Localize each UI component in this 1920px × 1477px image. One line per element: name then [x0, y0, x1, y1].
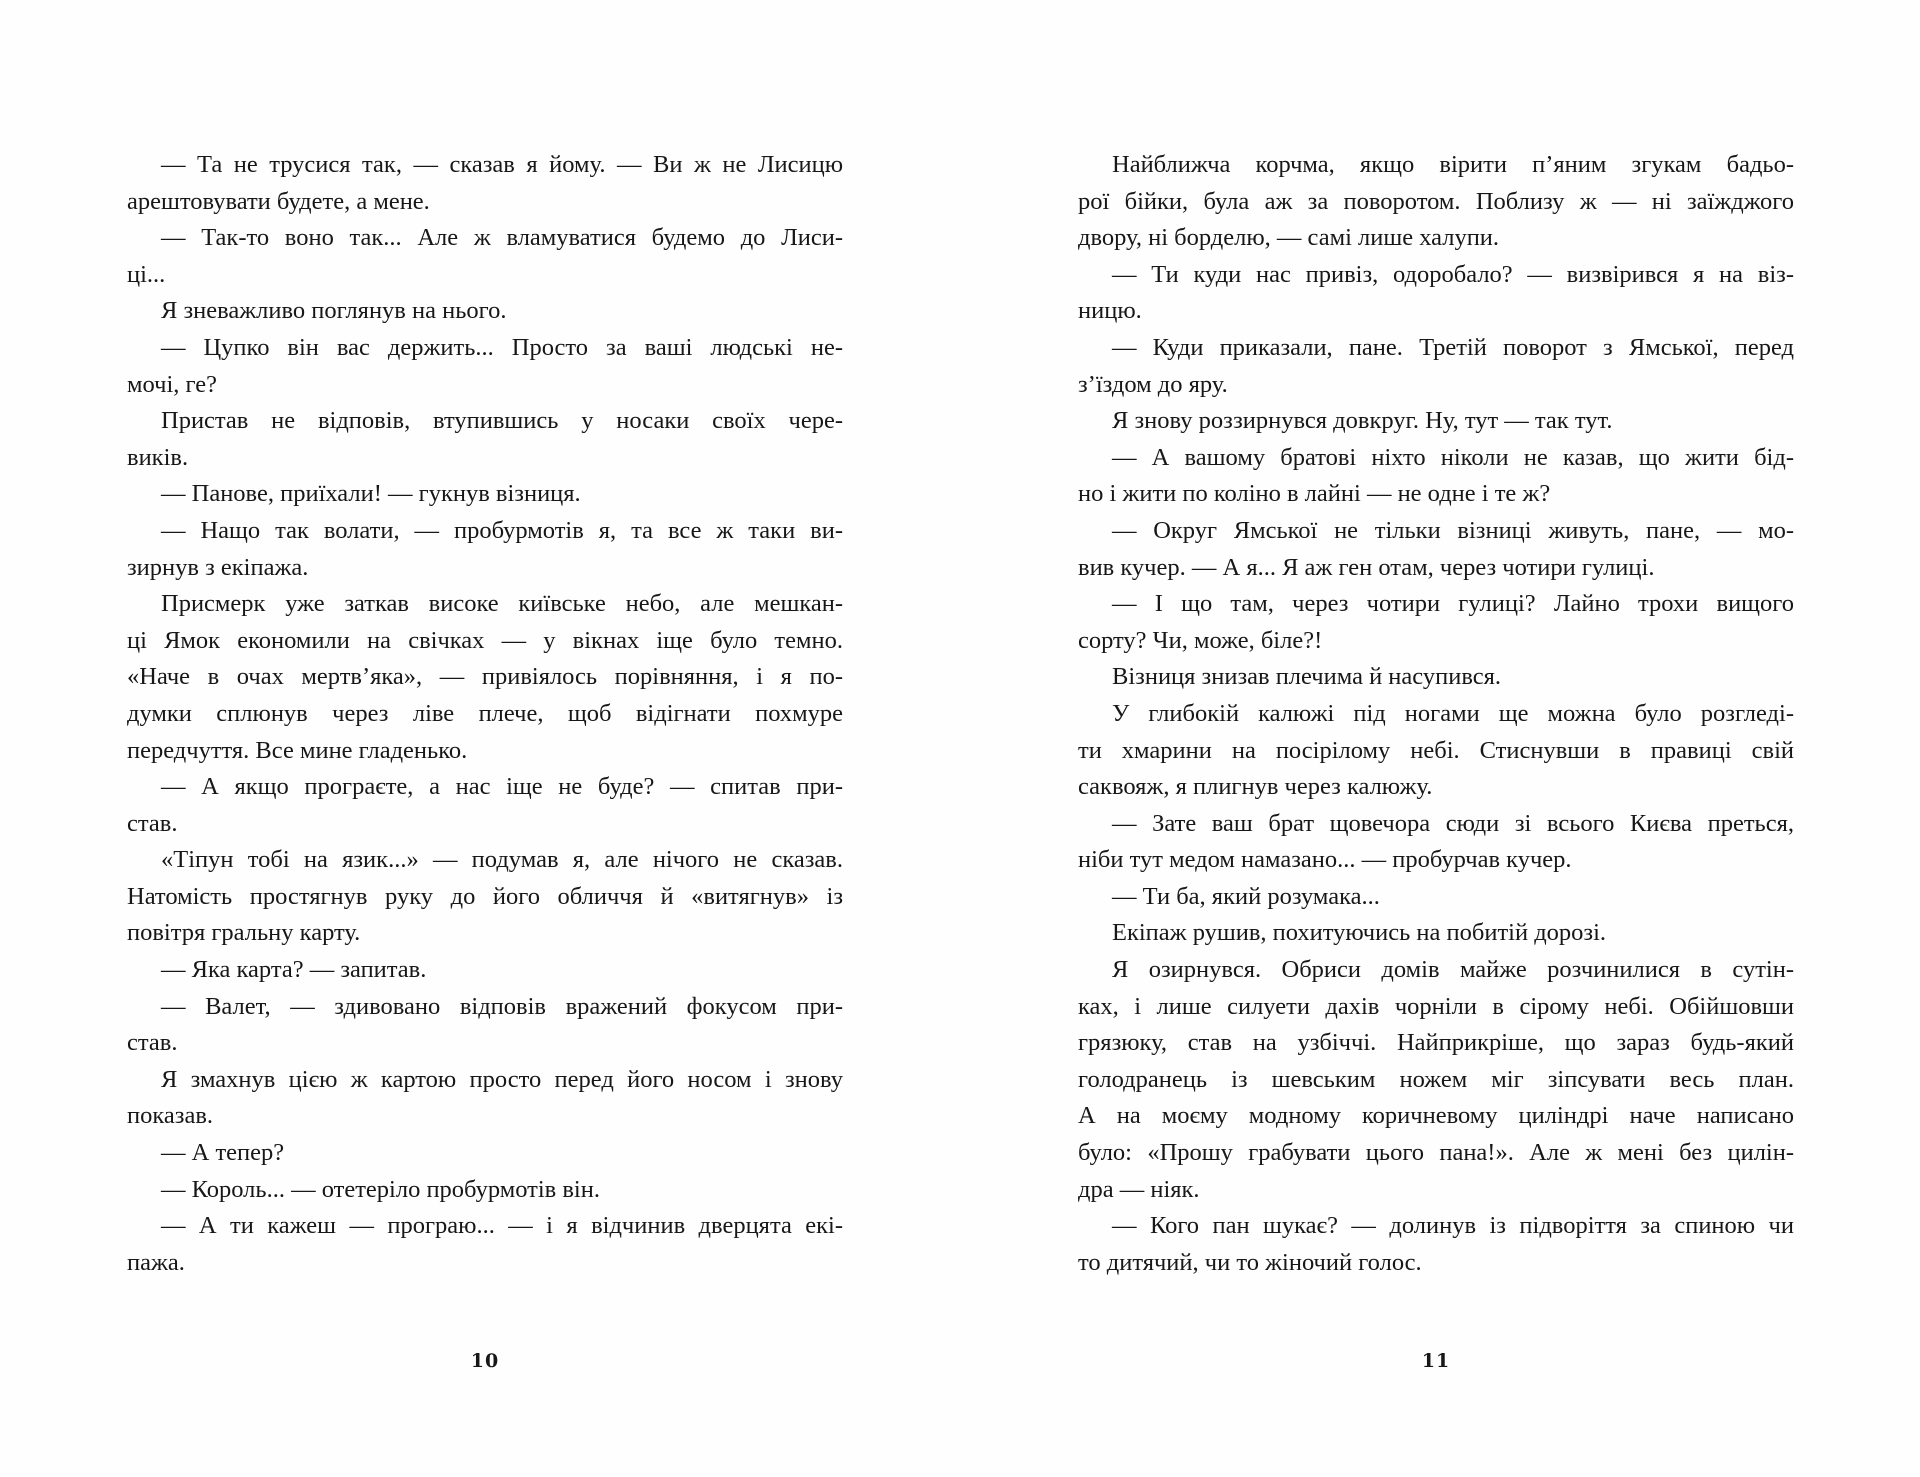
text-line: голодранець із шевським ножем міг зіпсувати весь план. — [1078, 1065, 1794, 1093]
text-line: — Нащо так волати, — пробурмотів я, та все ж таки ви- — [161, 516, 843, 544]
text-line: Я зневажливо поглянув на нього. — [161, 297, 507, 325]
text-line: Я змахнув цією ж картою просто перед його носом і знову — [161, 1065, 843, 1093]
text-line: — Ти ба, який розумака... — [1112, 882, 1380, 910]
text-line: Пристав не відповів, втупившись у носаки своїх чере- — [161, 407, 843, 435]
page-number: 10 — [470, 1350, 500, 1372]
text-line: вив кучер. — А я... Я аж ген отам, через чотири гулиці. — [1078, 553, 1655, 581]
text-line: — Ти куди нас привіз, одоробало? — визвірився я на віз- — [1112, 260, 1794, 288]
text-line: — Куди приказали, пане. Третій поворот з Ямської, перед — [1112, 333, 1794, 361]
text-line: У глибокій калюжі під ногами ще можна було розгледі- — [1112, 699, 1794, 727]
text-line: — А ти кажеш — програю... — і я відчинив дверцята екі- — [161, 1212, 843, 1240]
text-line: Присмерк уже заткав високе київське небо, але мешкан- — [161, 590, 843, 618]
text-line: — Цупко він вас держить... Просто за ваші людські не- — [161, 333, 843, 361]
page-left — [127, 0, 843, 1477]
text-line: — А якщо програєте, а нас іще не буде? — спитав при- — [161, 773, 843, 801]
text-line: зирнув з екіпажа. — [127, 553, 309, 581]
text-line: Натомість простягнув руку до його обличчя й «витягнув» із — [127, 882, 843, 910]
text-line: ти хмарини на посірілому небі. Стиснувши в правиці свій — [1078, 736, 1794, 764]
text-line: — І що там, через чотири гулиці? Лайно трохи вищого — [1112, 590, 1794, 618]
text-line: то дитячий, чи то жіночий голос. — [1078, 1248, 1422, 1276]
text-line: «Наче в очах мертв’яка», — привіялось порівняння, і я по- — [127, 663, 843, 691]
text-line: дра — ніяк. — [1078, 1175, 1200, 1203]
text-line: став. — [127, 1029, 178, 1057]
text-line: ці Ямок економили на свічках — у вікнах іще було темно. — [127, 626, 843, 654]
text-line: — А вашому братові ніхто ніколи не казав, що жити бід- — [1112, 443, 1794, 471]
text-line: ницю. — [1078, 297, 1142, 325]
text-line: виків. — [127, 443, 189, 471]
text-line: з’їздом до яру. — [1078, 370, 1228, 398]
text-line: Я озирнувся. Обриси домів майже розчинилися в сутін- — [1112, 956, 1794, 984]
text-line: Я знову роззирнувся довкруг. Ну, тут — так тут. — [1112, 407, 1613, 435]
text-line: пажа. — [127, 1248, 185, 1276]
text-line: — А тепер? — [161, 1139, 285, 1167]
text-line: Візниця знизав плечима й насупився. — [1112, 663, 1502, 691]
text-line: А на моєму модному коричневому циліндрі наче написано — [1078, 1102, 1794, 1130]
text-line: повітря гральну карту. — [127, 919, 361, 947]
text-line: грязюку, став на узбіччі. Найприкріше, що зараз будь-який — [1078, 1029, 1794, 1057]
text-line: передчуття. Все мине гладенько. — [127, 736, 468, 764]
page-right — [1078, 0, 1794, 1477]
text-line: сорту? Чи, може, біле?! — [1078, 626, 1323, 654]
text-line: саквояж, я плигнув через калюжу. — [1078, 773, 1433, 801]
text-line: арештовувати будете, а мене. — [127, 187, 430, 215]
text-line: мочі, ге? — [127, 370, 217, 398]
text-line: ці... — [127, 260, 166, 288]
text-line: — Кого пан шукає? — долинув із підворіття за спиною чи — [1112, 1212, 1794, 1240]
text-line: Екіпаж рушив, похитуючись на побитій дорозі. — [1112, 919, 1607, 947]
text-line: Найближча корчма, якщо вірити п’яним згукам бадьо- — [1112, 151, 1794, 178]
text-line: ніби тут медом намазано... — пробурчав кучер. — [1078, 846, 1572, 874]
text-line: було: «Прошу грабувати цього пана!». Але ж мені без цилін- — [1078, 1139, 1794, 1167]
text-line: — Король... — отетеріло пробурмотів він. — [161, 1175, 600, 1203]
text-line: — Зате ваш брат щовечора сюди зі всього Києва преться, — [1112, 809, 1794, 837]
text-line: рої бійки, була аж за поворотом. Поблизу ж — ні заїжджого — [1078, 187, 1794, 215]
text-line: — Та не трусися так, — сказав я йому. — Ви ж не Лисицю — [161, 151, 843, 178]
text-line: — Округ Ямської не тільки візниці живуть, пане, — мо- — [1112, 516, 1794, 544]
text-line: — Панове, приїхали! — гукнув візниця. — [161, 480, 581, 508]
page-right-text — [1078, 147, 1794, 1281]
text-line: — Яка карта? — запитав. — [161, 956, 427, 984]
text-line: ках, і лише силуети дахів чорніли в сірому небі. Обійшовши — [1078, 992, 1794, 1020]
text-line: — Так-то воно так... Але ж вламуватися будемо до Лиси- — [161, 224, 843, 252]
text-line: — Валет, — здивовано відповів вражений фокусом при- — [161, 992, 843, 1020]
text-line: став. — [127, 809, 178, 837]
page-left-text — [127, 147, 843, 1281]
text-line: но і жити по коліно в лайні — не одне і те ж? — [1078, 480, 1551, 508]
page-number: 11 — [1421, 1350, 1451, 1372]
text-line: двору, ні борделю, — самі лише халупи. — [1078, 224, 1500, 252]
text-line: думки сплюнув через ліве плече, щоб відігнати похмуре — [127, 699, 843, 727]
text-line: «Тіпун тобі на язик...» — подумав я, але нічого не сказав. — [161, 846, 843, 874]
text-line: показав. — [127, 1102, 214, 1130]
